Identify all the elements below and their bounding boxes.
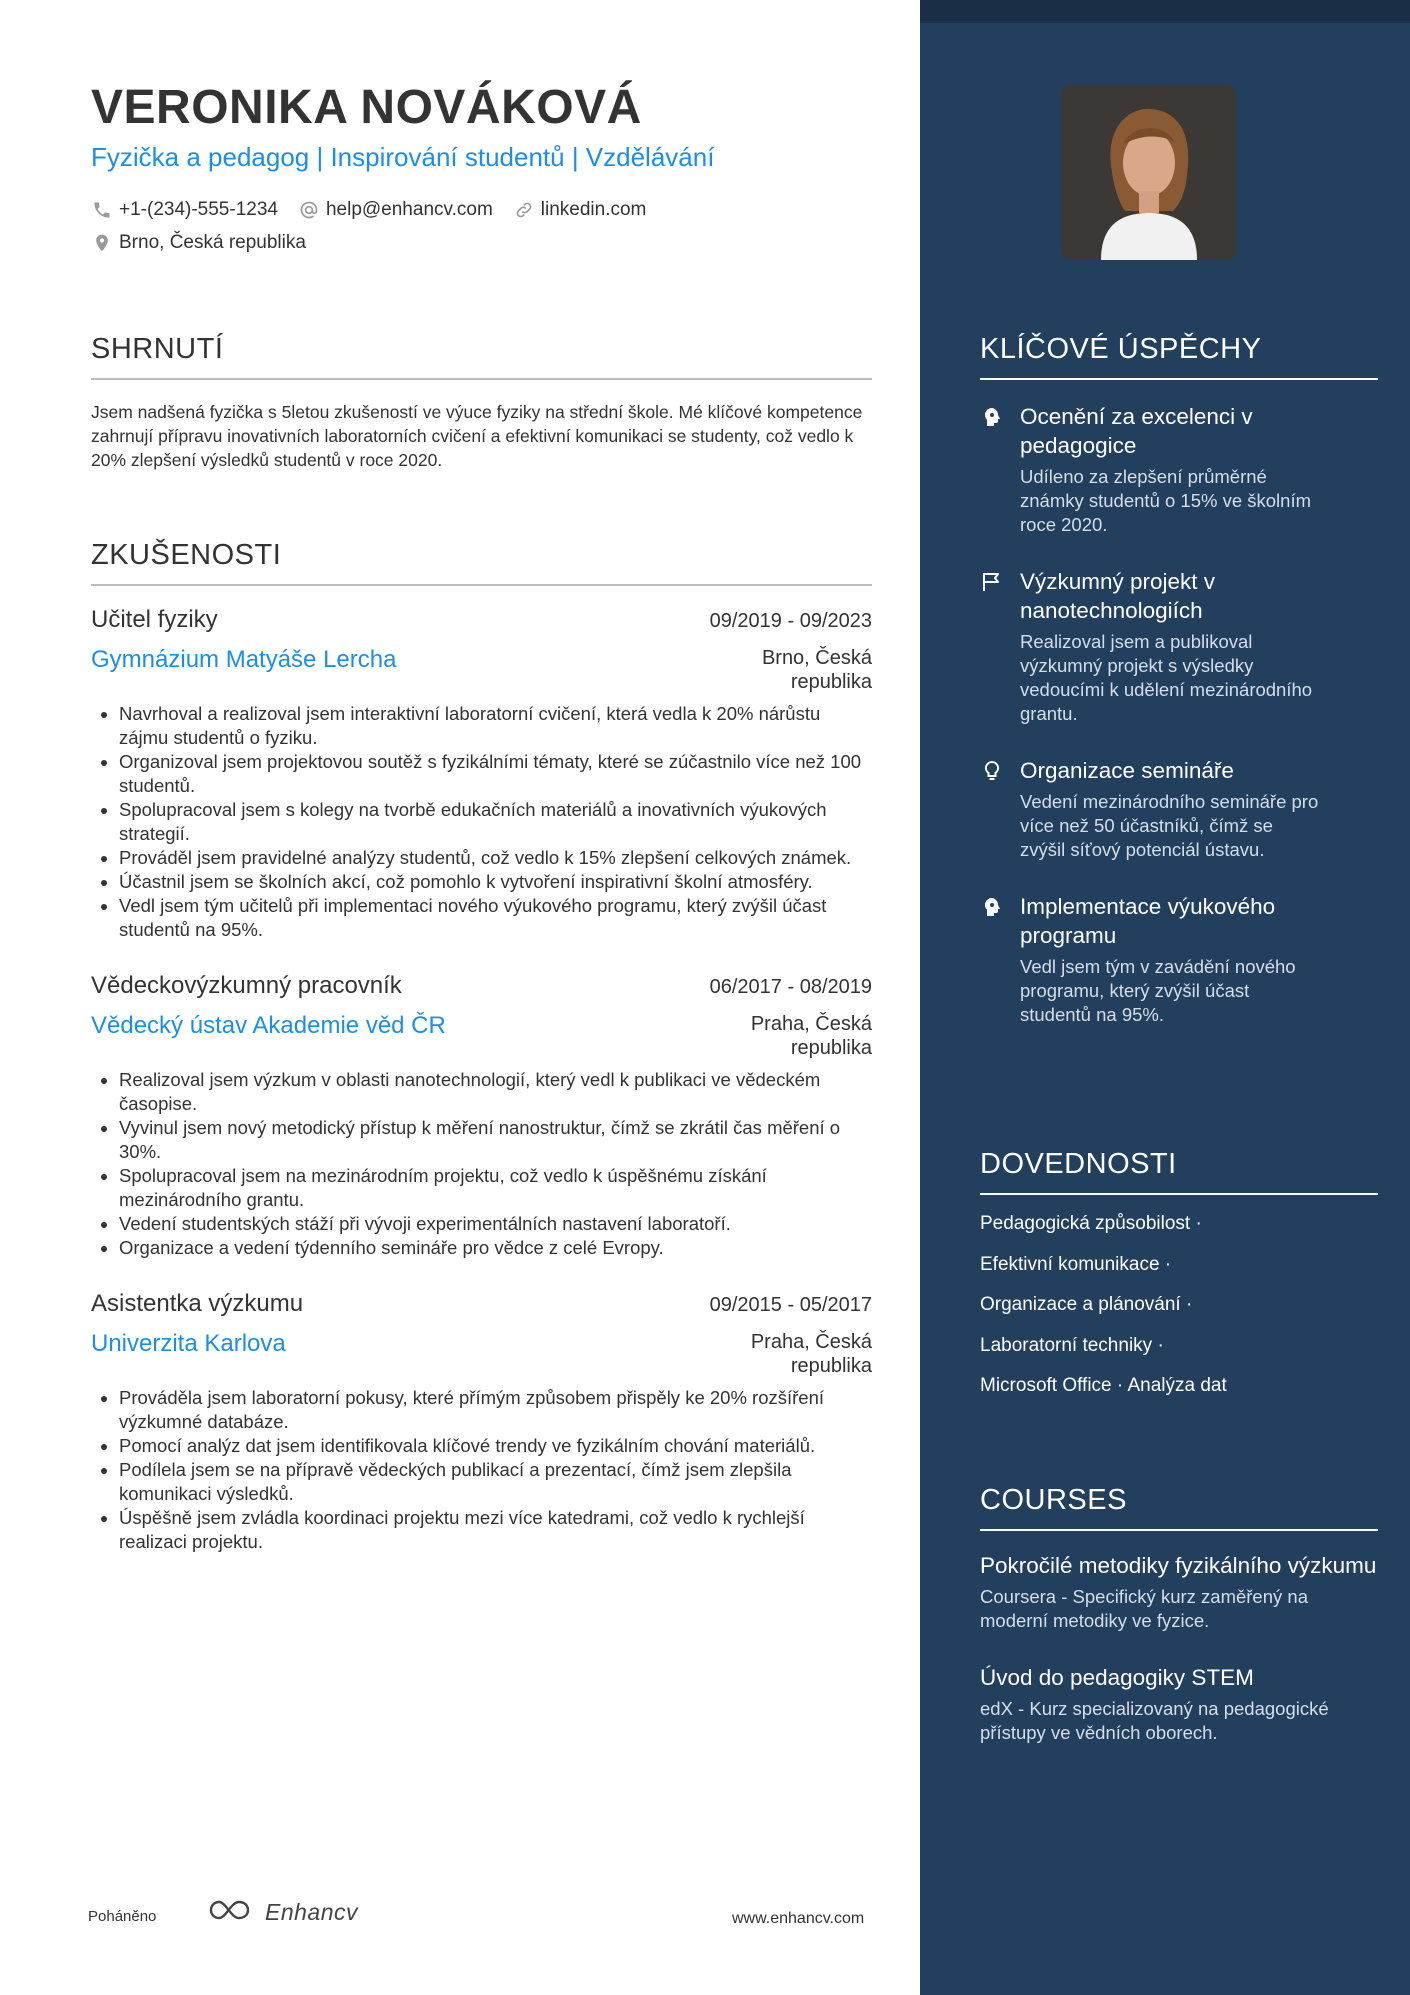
head-icon — [980, 405, 1004, 429]
job-role: Učitel fyziky — [91, 606, 218, 633]
achievement-item — [980, 402, 1378, 537]
achievement-desc: Vedení mezinárodního semináře pro více než 50 účastníků, čímž se zvýšil síťový potenciál ústavu. — [1020, 791, 1319, 860]
job-bullet: • Spolupracoval jsem na mezinárodním projektu, což vedlo k úspěšnému získání mezinárodního grantu. — [119, 1164, 872, 1212]
job-bullet: • Organizoval jsem projektovou soutěž s fyzikálními tématy, které se zúčastnilo více než 100 studentů. — [119, 750, 872, 798]
achievements-title: KLÍČOVÉ ÚSPĚCHY — [980, 333, 1378, 380]
job-role: Asistentka výzkumu — [91, 1290, 304, 1317]
job-bullet: • Vedl jsem tým učitelů při implementaci nového výukového programu, který zvýšil účast studentů na 95%. — [119, 894, 872, 942]
skill-item: Pedagogická způsobilost · — [980, 1213, 1202, 1234]
course-item — [980, 1663, 1378, 1745]
lightbulb-icon — [980, 759, 1004, 783]
job-location: Praha, Česká republika — [750, 1331, 872, 1377]
achievement-desc: Vedl jsem tým v zavádění nového programu, který zvýšil účast studentů na 95%. — [1020, 956, 1296, 1025]
skills-section — [980, 1148, 1378, 1416]
job-location: Brno, Česká republika — [761, 647, 872, 693]
infinity-logo-icon — [207, 1897, 257, 1928]
contact-email[interactable] — [298, 199, 493, 221]
email-text: help@enhancv.com — [325, 199, 493, 220]
location-text: Brno, Česká republika — [119, 232, 306, 253]
course-desc: Coursera - Specifický kurz zaměřený na moderní metodiky ve fyzice. — [980, 1586, 1308, 1631]
course-title: Pokročilé metodiky fyzikálního výzkumu — [980, 1553, 1377, 1578]
job-dates: 09/2015 - 05/2017 — [709, 1294, 872, 1316]
phone-icon — [91, 199, 113, 221]
location-pin-icon — [91, 232, 113, 254]
job-bullets — [91, 702, 872, 942]
achievement-desc: Realizoval jsem a publikoval výzkumný projekt s výsledky vedoucími k udělení mezinárodního grantu. — [1020, 631, 1313, 724]
job-bullets — [91, 1386, 872, 1554]
achievement-item — [980, 756, 1378, 862]
achievement-item — [980, 567, 1378, 726]
experience-section — [91, 539, 872, 1554]
job-bullet: • Vedení studentských stáží při vývoji experimentálních nastavení laboratoří. — [119, 1212, 872, 1236]
skills-title: DOVEDNOSTI — [980, 1148, 1378, 1195]
brand-name: Enhancv — [265, 1899, 359, 1925]
contact-phone[interactable] — [91, 199, 278, 221]
course-item — [980, 1551, 1378, 1633]
contact-linkedin[interactable] — [513, 199, 647, 221]
contact-info — [91, 196, 891, 262]
job-company: Vědecký ústav Akademie věd ČR — [91, 1012, 446, 1039]
head-icon — [980, 895, 1004, 919]
courses-section — [980, 1484, 1378, 1745]
sidebar-column — [920, 0, 1410, 1995]
summary-text: Jsem nadšená fyzička s 5letou zkušeností ve výuce fyziky na střední škole. Mé klíčové kompetence zahrnují přípravu inovativních laboratorních cvičení a efektivní komunikaci se studenty, což vedlo k 20% zlepšení výsledků studentů v roce 2020. — [91, 402, 863, 470]
job-role: Vědeckovýzkumný pracovník — [91, 972, 402, 999]
skills-list — [980, 1213, 1378, 1416]
skill-item: Organizace a plánování · — [980, 1294, 1193, 1315]
job-dates: 06/2017 - 08/2019 — [709, 976, 872, 998]
job-bullet: • Prováděl jsem pravidelné analýzy studentů, což vedlo k 15% zlepšení celkových známek. — [119, 846, 872, 870]
job-bullet: • Vyvinul jsem nový metodický přístup k měření nanostruktur, čímž se zkrátil čas měření o 30%. — [119, 1116, 872, 1164]
phone-text: +1-(234)-555-1234 — [119, 199, 278, 220]
courses-title: COURSES — [980, 1484, 1378, 1531]
job-bullet: • Spolupracoval jsem s kolegy na tvorbě edukačních materiálů a inovativních výukových strategií. — [119, 798, 872, 846]
achievement-title: Výzkumný projekt v nanotechnologiích — [1020, 569, 1216, 623]
job-company: Univerzita Karlova — [91, 1330, 286, 1357]
achievement-item — [980, 892, 1378, 1027]
job-bullet: • Pomocí analýz dat jsem identifikovala klíčové trendy ve fyzikálním chování materiálů. — [119, 1434, 872, 1458]
flag-icon — [980, 570, 1004, 594]
skill-item: Efektivní komunikace · — [980, 1253, 1172, 1275]
profile-photo — [1061, 85, 1236, 260]
job-company: Gymnázium Matyáše Lercha — [91, 646, 397, 673]
skill-item: Microsoft Office · Analýza dat — [980, 1375, 1227, 1396]
link-icon — [513, 199, 535, 221]
sidebar-top-bar — [920, 0, 1410, 23]
candidate-name: VERONIKA NOVÁKOVÁ — [91, 81, 642, 134]
job-entry — [91, 606, 872, 942]
job-bullet: • Podílela jsem se na přípravě vědeckých publikací a prezentací, čímž jsem zlepšila komunikaci výsledků. — [119, 1458, 872, 1506]
achievement-title: Organizace semináře — [1020, 758, 1234, 783]
experience-title: ZKUŠENOSTI — [91, 539, 872, 586]
summary-title: SHRNUTÍ — [91, 333, 872, 380]
job-entry — [91, 1290, 872, 1554]
job-bullet: • Úspěšně jsem zvládla koordinaci projektu mezi více katedrami, což vedlo k rychlejší realizaci projektu. — [119, 1506, 872, 1554]
job-bullet: • Prováděla jsem laboratorní pokusy, které přímým způsobem přispěly ke 20% rozšíření výzkumné databáze. — [119, 1386, 872, 1434]
powered-by-label: Poháněno — [88, 1908, 157, 1925]
job-bullet: • Účastnil jsem se školních akcí, což pomohlo k vytvoření inspirativní školní atmosféry. — [119, 870, 872, 894]
job-bullet: • Navrhoval a realizoval jsem interaktivní laboratorní cvičení, která vedla k 20% nárůstu zájmu studentů o fyziku. — [119, 702, 872, 750]
job-bullet: • Realizoval jsem výzkum v oblasti nanotechnologií, který vedl k publikaci ve vědeckém časopise. — [119, 1068, 872, 1116]
enhancv-logo[interactable] — [207, 1897, 358, 1928]
at-icon — [298, 199, 320, 221]
job-location: Praha, Česká republika — [750, 1013, 872, 1059]
job-entry — [91, 972, 872, 1260]
skill-item: Laboratorní techniky · — [980, 1334, 1164, 1356]
achievement-title: Implementace výukového programu — [1020, 894, 1276, 948]
job-bullets — [91, 1068, 872, 1260]
course-title: Úvod do pedagogiky STEM — [980, 1665, 1254, 1690]
achievements-section — [980, 333, 1378, 1027]
contact-location — [91, 232, 306, 254]
summary-section — [91, 333, 872, 472]
job-dates: 09/2019 - 09/2023 — [709, 610, 872, 632]
linkedin-text: linkedin.com — [540, 199, 647, 220]
headline: Fyzička a pedagog | Inspirování studentů | Vzdělávání — [91, 142, 715, 172]
job-bullet: • Organizace a vedení týdenního semináře pro vědce z celé Evropy. — [119, 1236, 872, 1260]
achievement-desc: Udíleno za zlepšení průměrné známky studentů o 15% ve školním roce 2020. — [1020, 466, 1312, 535]
achievement-title: Ocenění za excelenci v pedagogice — [1020, 404, 1253, 458]
course-desc: edX - Kurz specializovaný na pedagogické přístupy ve vědních oborech. — [980, 1698, 1329, 1743]
footer-url[interactable]: www.enhancv.com — [732, 1910, 865, 1927]
